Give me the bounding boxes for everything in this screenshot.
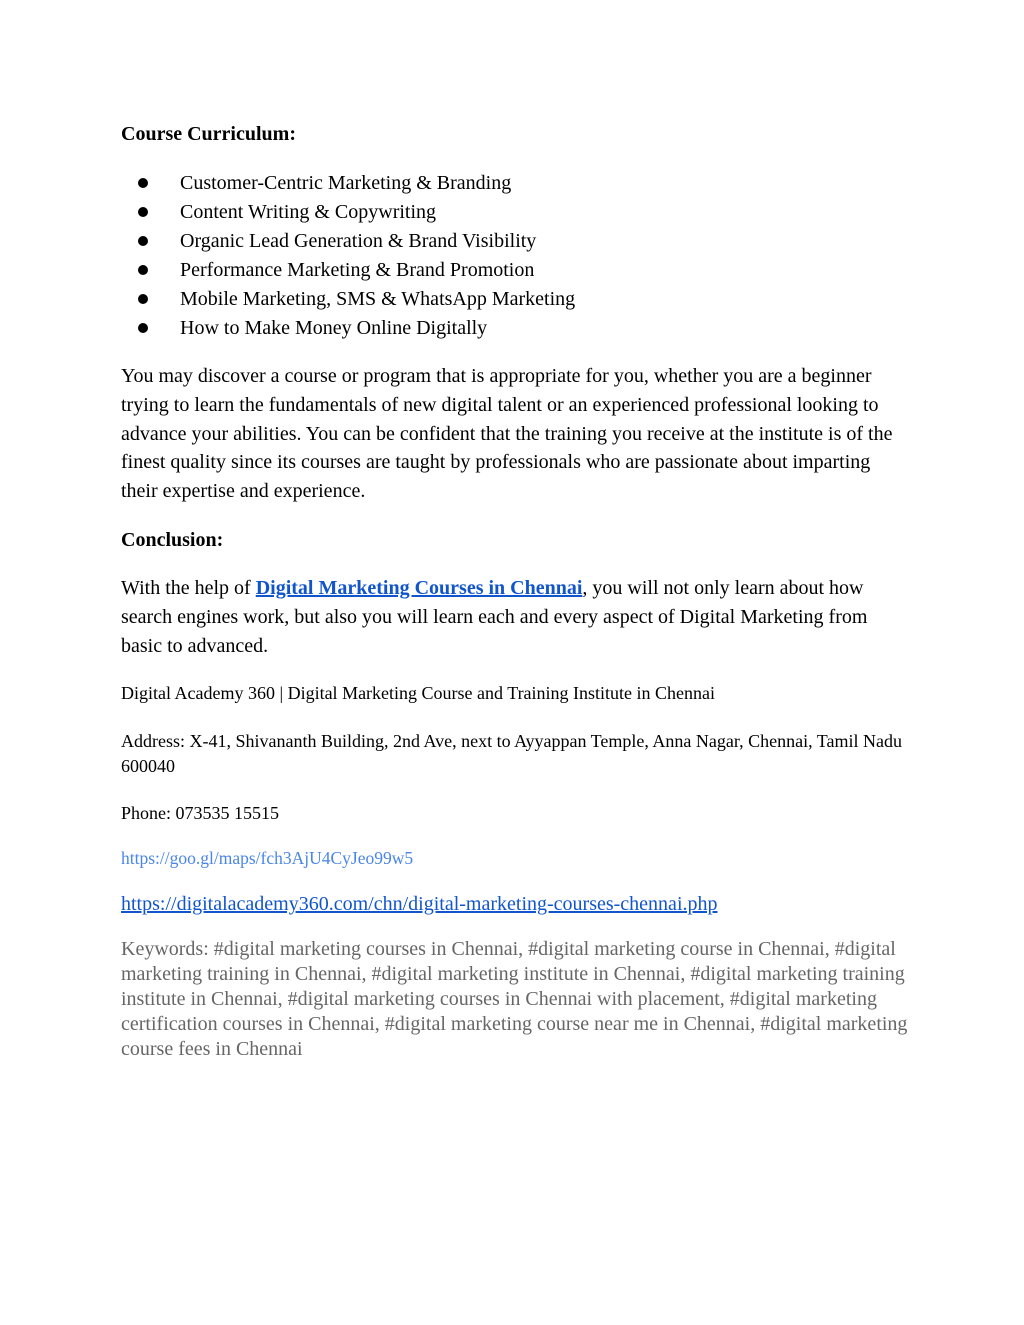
conclusion-heading: Conclusion: [121,529,224,551]
conclusion-text-before: With the help of [121,577,256,599]
business-name: Digital Academy 360 | Digital Marketing Course and Training Institute in Chennai [121,683,716,703]
list-item [121,170,575,199]
curriculum-list [121,170,575,344]
bullet-icon [138,323,148,333]
curriculum-heading: Course Curriculum: [121,123,296,145]
list-item-text: Mobile Marketing, SMS & WhatsApp Marketing [180,288,576,310]
list-item-text: How to Make Money Online Digitally [180,317,488,339]
bullet-icon [138,178,148,188]
business-address: Address: X-41, Shivananth Building, 2nd Ave, next to Ayyappan Temple, Anna Nagar, Chennai, Tamil Nadu 600040 [121,731,902,776]
list-item-text: Organic Lead Generation & Brand Visibility [180,230,537,252]
list-item-text: Content Writing & Copywriting [180,201,437,223]
keywords-text: Keywords: #digital marketing courses in Chennai, #digital marketing course in Chennai, #digital marketing training in Chennai, #digital marketing institute in Chennai, #digital marketing training institute in Chennai, #digital marketing courses in Chennai with placement, #digital marketing certification courses in Chennai, #digital marketing course near me in Chennai, #digital marketing course fees in Chennai [121,938,908,1060]
bullet-icon [138,265,148,275]
bullet-icon [138,294,148,304]
list-item [121,228,575,257]
list-item [121,286,575,315]
courses-link[interactable]: Digital Marketing Courses in Chennai [255,577,583,599]
bullet-icon [138,207,148,217]
list-item-text: Customer-Centric Marketing & Branding [180,172,512,194]
list-item [121,315,575,344]
bullet-icon [138,236,148,246]
maps-link[interactable]: https://goo.gl/maps/fch3AjU4CyJeo99w5 [121,848,414,868]
conclusion-paragraph [121,574,911,660]
list-item-text: Performance Marketing & Brand Promotion [180,259,535,281]
intro-paragraph: You may discover a course or program that is appropriate for you, whether you are a beginner trying to learn the fundamentals of new digital talent or an experienced professional looking to advance your abilities. You can be confident that the training you receive at the institute is of the finest quality since its courses are taught by professionals who are passionate about imparting their expertise and experience. [121,365,893,503]
website-link[interactable]: https://digitalacademy360.com/chn/digital-marketing-courses-chennai.php [121,893,718,915]
conclusion-text-after: , you will not only learn about how search engines work, but also you will learn each and every aspect of Digital Marketing from basic to advanced. [121,577,868,657]
list-item [121,199,575,228]
business-phone: Phone: 073535 15515 [121,803,280,823]
list-item [121,257,575,286]
